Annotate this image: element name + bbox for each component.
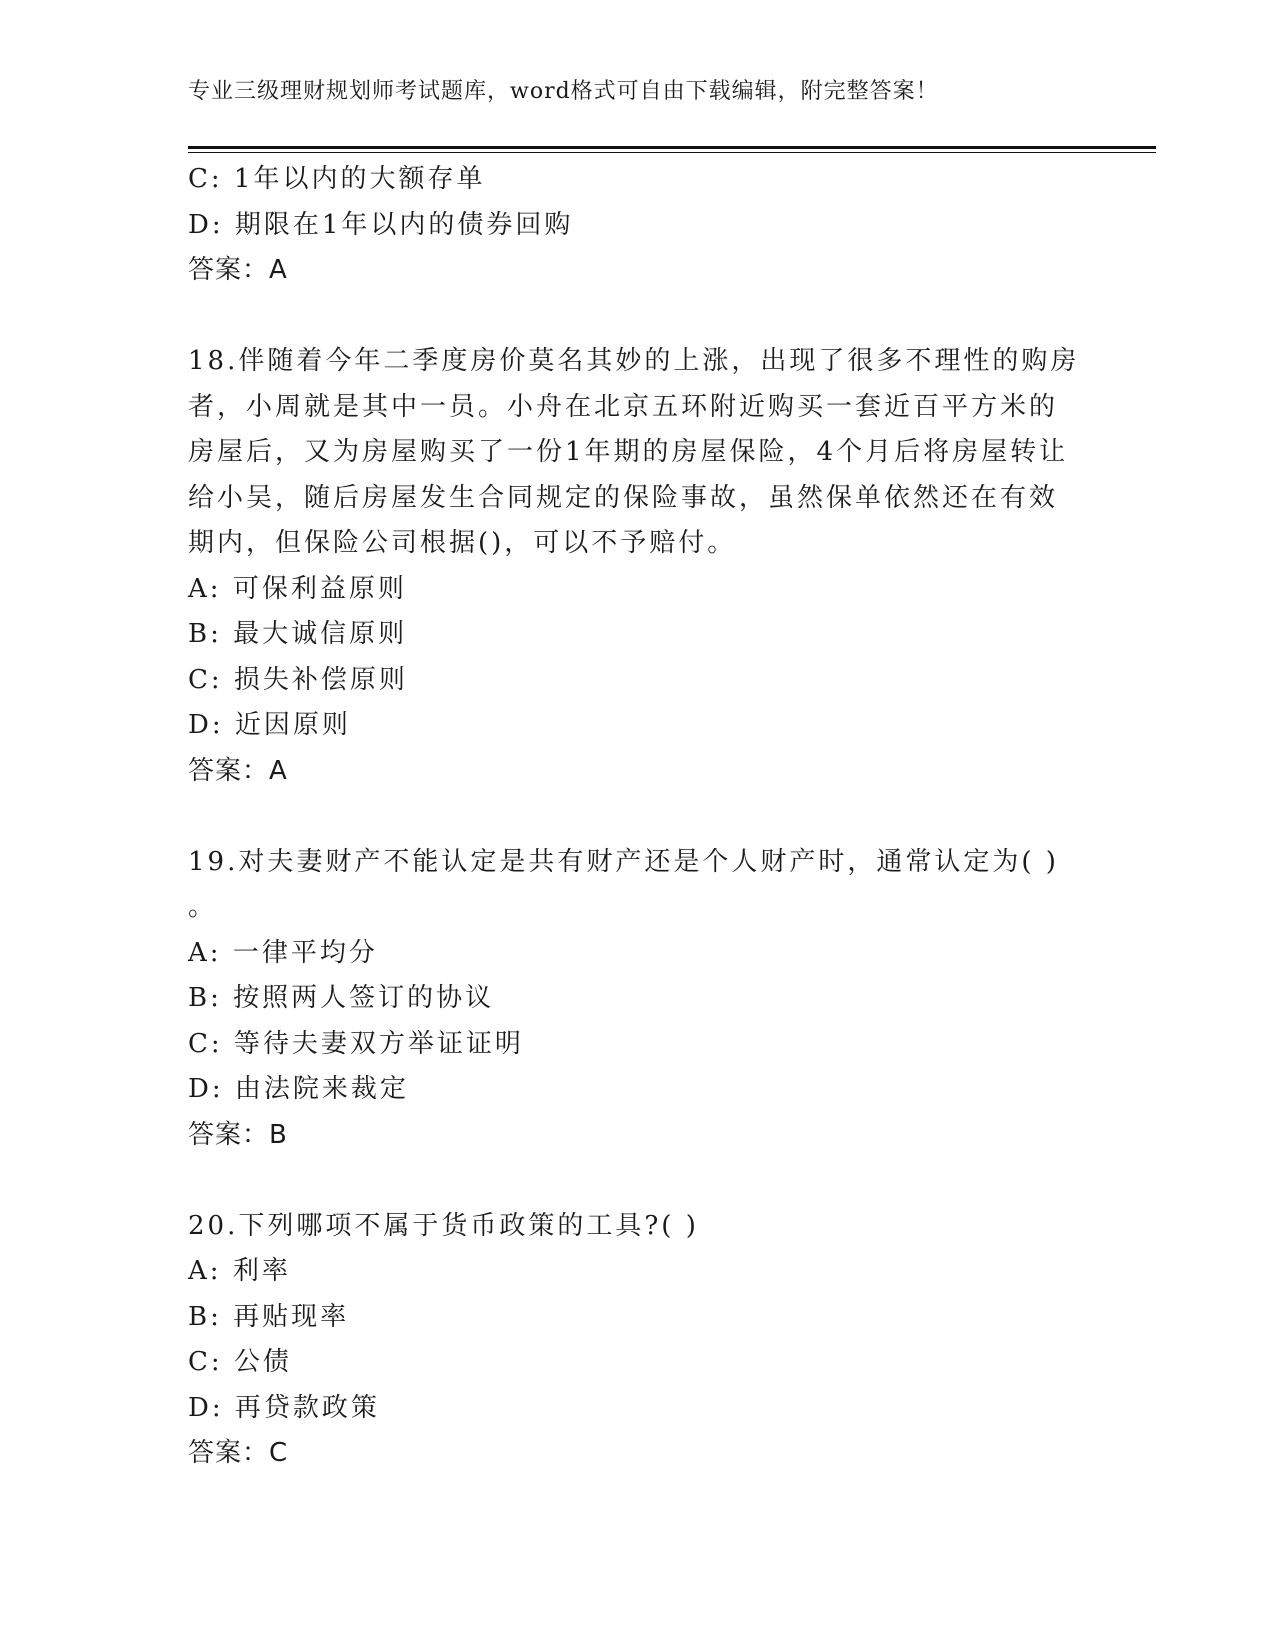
stem-line: 期内，但保险公司根据()，可以不予赔付。 — [188, 528, 737, 558]
stem-line: 。 — [188, 892, 218, 922]
option-c: C: 损失补偿原则 — [188, 664, 408, 695]
question-18 — [188, 339, 1088, 794]
page-header: 专业三级理财规划师考试题库，word格式可自由下载编辑，附完整答案！ — [188, 79, 939, 104]
option-a: A: 一律平均分 — [188, 937, 378, 968]
stem-line: 19.对夫妻财产不能认定是共有财产还是个人财产时，通常认定为( ) — [188, 846, 1059, 877]
answer: 答案：A — [188, 255, 288, 285]
question-stem — [188, 840, 1088, 931]
option-d: D: 期限在1年以内的债券回购 — [188, 209, 574, 240]
question-content — [188, 157, 1088, 1477]
option-b: B: 按照两人签订的协议 — [188, 983, 495, 1013]
stem-line: 房屋后，又为房屋购买了一份1年期的房屋保险，4个月后将房屋转让 — [188, 437, 1069, 467]
option-a: A: 利率 — [188, 1256, 291, 1286]
question-17-tail — [188, 157, 1088, 294]
option-b: B: 再贴现率 — [188, 1301, 350, 1332]
option-c: C: 1年以内的大额存单 — [188, 164, 486, 194]
question-20 — [188, 1204, 1088, 1477]
stem-line: 给小吴，随后房屋发生合同规定的保险事故，虽然保单依然还在有效 — [188, 482, 1059, 513]
stem-line: 者，小周就是其中一员。小舟在北京五环附近购买一套近百平方米的 — [188, 391, 1059, 422]
stem-line: 18.伴随着今年二季度房价莫名其妙的上涨，出现了很多不理性的购房 — [188, 346, 1080, 376]
answer: 答案：C — [188, 1438, 289, 1468]
header-rule-thin — [188, 152, 1156, 153]
option-c: C: 等待夫妻双方举证证明 — [188, 1028, 524, 1059]
question-19 — [188, 840, 1088, 1159]
option-c: C: 公债 — [188, 1347, 292, 1377]
question-stem — [188, 339, 1088, 567]
question-stem — [188, 1204, 1088, 1250]
option-a: A: 可保利益原则 — [188, 573, 407, 604]
option-d: D: 近因原则 — [188, 710, 351, 740]
stem-line: 20.下列哪项不属于货币政策的工具?( ) — [188, 1210, 699, 1241]
answer: 答案：B — [188, 1119, 288, 1150]
option-b: B: 最大诚信原则 — [188, 619, 408, 649]
option-d: D: 再贷款政策 — [188, 1392, 380, 1423]
option-d: D: 由法院来裁定 — [188, 1074, 409, 1104]
header-rule-thick — [188, 146, 1156, 149]
answer: 答案：A — [188, 755, 288, 786]
